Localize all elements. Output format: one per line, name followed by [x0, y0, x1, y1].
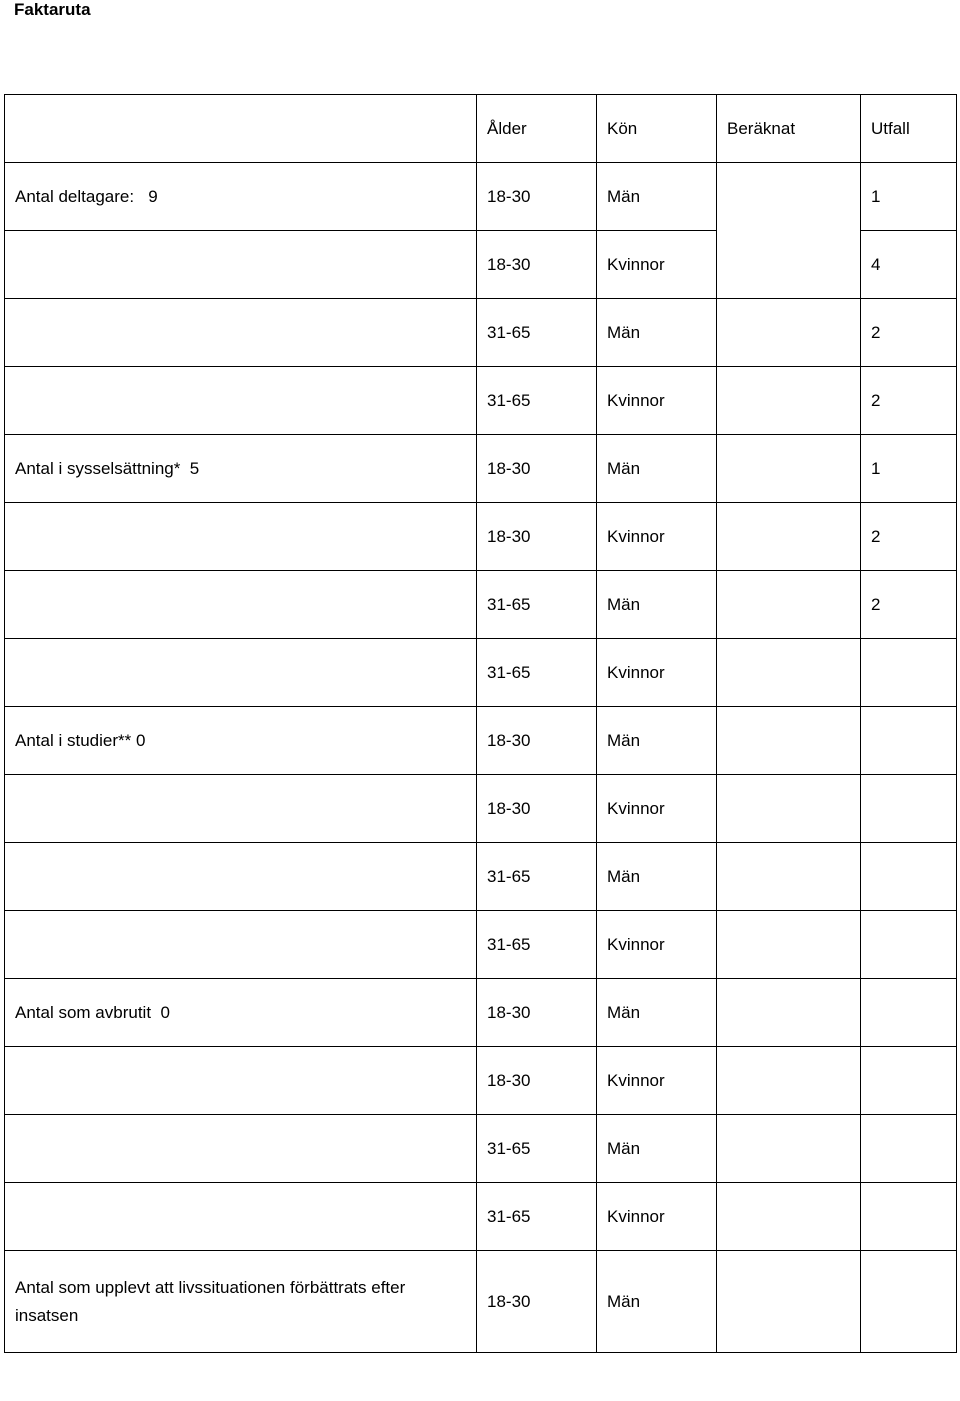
cell-sex: Män [597, 299, 717, 367]
cell-label [5, 639, 477, 707]
table-body [5, 95, 957, 1353]
table-row [5, 979, 957, 1047]
cell-label [5, 571, 477, 639]
cell-label [5, 911, 477, 979]
cell-label [5, 1183, 477, 1251]
table-row [5, 1183, 957, 1251]
cell-calc [717, 435, 861, 503]
table-header-row [5, 95, 957, 163]
cell-sex: Kvinnor [597, 1047, 717, 1115]
header-cell-label [5, 95, 477, 163]
cell-calc [717, 231, 861, 299]
cell-age: 31-65 [477, 299, 597, 367]
cell-age: 18-30 [477, 1251, 597, 1353]
cell-label: Antal som avbrutit 0 [5, 979, 477, 1047]
cell-calc [717, 571, 861, 639]
cell-label: Antal i studier** 0 [5, 707, 477, 775]
page-title: Faktaruta [14, 0, 91, 19]
cell-label: Antal deltagare: 9 [5, 163, 477, 231]
cell-calc [717, 163, 861, 231]
cell-sex: Kvinnor [597, 231, 717, 299]
cell-calc [717, 299, 861, 367]
cell-calc [717, 639, 861, 707]
table-row [5, 435, 957, 503]
header-cell-outcome: Utfall [861, 95, 957, 163]
header-cell-calc: Beräknat [717, 95, 861, 163]
table-row [5, 367, 957, 435]
cell-age: 18-30 [477, 1047, 597, 1115]
cell-sex: Kvinnor [597, 911, 717, 979]
table-row [5, 911, 957, 979]
cell-age: 31-65 [477, 639, 597, 707]
cell-label [5, 231, 477, 299]
cell-label [5, 1115, 477, 1183]
cell-outcome [861, 843, 957, 911]
cell-outcome [861, 1251, 957, 1353]
cell-calc [717, 1183, 861, 1251]
cell-calc [717, 707, 861, 775]
cell-age: 18-30 [477, 231, 597, 299]
table-row [5, 775, 957, 843]
cell-calc [717, 1251, 861, 1353]
cell-outcome [861, 1183, 957, 1251]
cell-outcome [861, 707, 957, 775]
cell-outcome: 4 [861, 231, 957, 299]
table-row [5, 639, 957, 707]
cell-label [5, 299, 477, 367]
cell-calc [717, 1115, 861, 1183]
cell-label [5, 843, 477, 911]
cell-sex: Män [597, 979, 717, 1047]
cell-outcome: 2 [861, 367, 957, 435]
table-row [5, 707, 957, 775]
cell-sex: Män [597, 707, 717, 775]
cell-sex: Män [597, 163, 717, 231]
table-row [5, 1047, 957, 1115]
cell-age: 18-30 [477, 503, 597, 571]
cell-calc [717, 911, 861, 979]
table-row [5, 163, 957, 231]
cell-outcome [861, 639, 957, 707]
cell-sex: Kvinnor [597, 775, 717, 843]
cell-outcome [861, 979, 957, 1047]
header-cell-age: Ålder [477, 95, 597, 163]
cell-age: 31-65 [477, 571, 597, 639]
cell-calc [717, 1047, 861, 1115]
cell-sex: Kvinnor [597, 639, 717, 707]
cell-calc [717, 843, 861, 911]
cell-sex: Män [597, 843, 717, 911]
cell-label: Antal som upplevt att livssituationen förbättrats efter insatsen [5, 1251, 477, 1353]
cell-label [5, 503, 477, 571]
header-cell-sex: Kön [597, 95, 717, 163]
cell-label: Antal i sysselsättning* 5 [5, 435, 477, 503]
table-row [5, 503, 957, 571]
cell-sex: Män [597, 435, 717, 503]
cell-age: 18-30 [477, 979, 597, 1047]
cell-age: 18-30 [477, 435, 597, 503]
cell-age: 31-65 [477, 843, 597, 911]
fact-table [4, 94, 957, 1353]
table-row [5, 571, 957, 639]
cell-calc [717, 367, 861, 435]
table-row [5, 1115, 957, 1183]
cell-calc [717, 979, 861, 1047]
table-row [5, 299, 957, 367]
table-row [5, 231, 957, 299]
cell-age: 31-65 [477, 1183, 597, 1251]
cell-sex: Kvinnor [597, 503, 717, 571]
cell-age: 31-65 [477, 1115, 597, 1183]
cell-outcome: 2 [861, 571, 957, 639]
table-row [5, 1251, 957, 1353]
cell-age: 18-30 [477, 163, 597, 231]
cell-calc [717, 503, 861, 571]
cell-outcome [861, 1047, 957, 1115]
cell-age: 31-65 [477, 911, 597, 979]
cell-label [5, 367, 477, 435]
cell-sex: Män [597, 1251, 717, 1353]
cell-label [5, 775, 477, 843]
cell-sex: Kvinnor [597, 1183, 717, 1251]
cell-outcome [861, 911, 957, 979]
cell-age: 31-65 [477, 367, 597, 435]
cell-outcome [861, 775, 957, 843]
cell-age: 18-30 [477, 707, 597, 775]
cell-outcome [861, 1115, 957, 1183]
cell-outcome: 2 [861, 299, 957, 367]
cell-outcome: 2 [861, 503, 957, 571]
cell-age: 18-30 [477, 775, 597, 843]
cell-sex: Kvinnor [597, 367, 717, 435]
cell-calc [717, 775, 861, 843]
cell-sex: Män [597, 1115, 717, 1183]
cell-sex: Män [597, 571, 717, 639]
cell-outcome: 1 [861, 435, 957, 503]
cell-outcome: 1 [861, 163, 957, 231]
table-row [5, 843, 957, 911]
cell-label [5, 1047, 477, 1115]
